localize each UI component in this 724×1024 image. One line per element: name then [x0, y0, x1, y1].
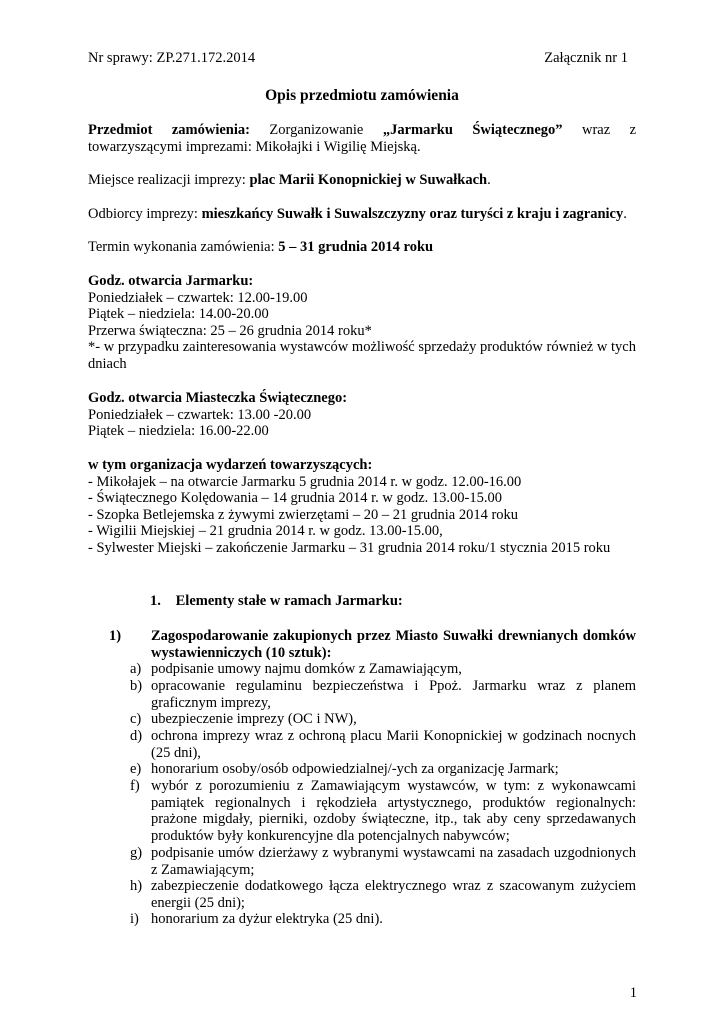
town-hours-line: Piątek – niedziela: 16.00-22.00	[88, 423, 269, 440]
events-block	[88, 457, 636, 557]
event-line: - Sylwester Miejski – zakończenie Jarmarku – 31 grudnia 2014 roku/1 stycznia 2015 roku	[88, 539, 611, 556]
subitem-f	[130, 778, 636, 844]
fair-hours-line: Przerwa świąteczna: 25 – 26 grudnia 2014 roku*	[88, 322, 372, 339]
subitem-e	[130, 761, 636, 778]
item-1-text: Zagospodarowanie zakupionych przez Miasto Suwałki drewnianych domków wystawienniczych (10 sztuk):	[151, 628, 636, 661]
deadline-label: Termin wykonania zamówienia:	[88, 239, 279, 255]
subitem-text: honorarium osoby/osób odpowiedzialnej/-ych za organizację Jarmark;	[151, 761, 559, 777]
event-line: - Wigilii Miejskiej – 21 grudnia 2014 r. w godz. 13.00-15.00,	[88, 523, 443, 540]
fair-hours-heading: Godz. otwarcia Jarmarku:	[88, 273, 254, 289]
town-hours-heading: Godz. otwarcia Miasteczka Świątecznego:	[88, 390, 348, 406]
audience-paragraph	[88, 206, 636, 223]
subitem-b	[130, 678, 636, 711]
location-label: Miejsce realizacji imprezy:	[88, 172, 250, 188]
fair-hours-block	[88, 273, 636, 373]
subitem-text: opracowanie regulaminu bezpieczeństwa i Ppoż. Jarmarku wraz z planem graficznym imprezy,	[151, 678, 636, 711]
events-heading: w tym organizacja wydarzeń towarzyszących:	[88, 457, 373, 473]
subitem-letter: d)	[130, 728, 143, 744]
subitem-g	[130, 845, 636, 878]
page-number: 1	[629, 985, 637, 1001]
audience-suffix: .	[623, 206, 627, 222]
subitem-letter: a)	[130, 661, 142, 677]
page-title: Opis przedmiotu zamówienia	[265, 87, 459, 104]
event-line: - Świątecznego Kolędowania – 14 grudnia 2014 r. w godz. 13.00-15.00	[88, 490, 502, 507]
subject-event-name: „Jarmarku Świątecznego”	[382, 122, 563, 138]
event-line: - Szopka Betlejemska z żywymi zwierzętami – 20 – 21 grudnia 2014 roku	[88, 506, 519, 523]
subitem-d	[130, 728, 636, 761]
fair-hours-line: Poniedziałek – czwartek: 12.00-19.00	[88, 289, 308, 306]
subitem-text: podpisanie umowy najmu domków z Zamawiającym,	[151, 661, 462, 677]
subject-paragraph	[88, 122, 636, 155]
subitem-h	[130, 878, 636, 911]
subitem-text: wybór z porozumieniu z Zamawiającym wystawców, w tym: z wykonawcami pamiątek regionalnych i rękodzieła artystycznego, produktów regionalnych: prażone migdały, pierniki, ozdoby świąteczne, itp., tak aby ceny sprzedawanych produktów były konkurencyjne dla potencjalnych nabywców;	[151, 778, 636, 844]
town-hours-line: Poniedziałek – czwartek: 13.00 -20.00	[88, 406, 312, 423]
subitem-text: ubezpieczenie imprezy (OC i NW),	[151, 711, 357, 727]
subitem-letter: b)	[130, 678, 143, 694]
attachment-label: Załącznik nr 1	[544, 50, 628, 66]
subitem-letter: g)	[130, 845, 143, 861]
section-1-number: 1.	[150, 593, 161, 609]
fair-hours-note: *- w przypadku zainteresowania wystawców możliwość sprzedaży produktów również w tych dniach	[88, 339, 636, 372]
subject-text-before: Zorganizowanie	[249, 122, 383, 138]
audience-label: Odbiorcy imprezy:	[88, 206, 202, 222]
item-1-heading	[109, 628, 636, 661]
subitem-a	[130, 661, 636, 678]
subitem-letter: h)	[130, 878, 143, 894]
event-line: - Mikołajek – na otwarcie Jarmarku 5 grudnia 2014 r. w godz. 12.00-16.00	[88, 473, 522, 490]
item-1-number: 1)	[109, 628, 122, 644]
section-1-title	[150, 593, 403, 610]
case-number: Nr sprawy: ZP.271.172.2014	[88, 50, 256, 66]
fair-hours-line: Piątek – niedziela: 14.00-20.00	[88, 306, 269, 323]
audience-value: mieszkańcy Suwałk i Suwalszczyzny oraz turyści z kraju i zagranicy	[201, 206, 624, 222]
subitem-i	[130, 911, 636, 928]
deadline-value: 5 – 31 grudnia 2014 roku	[278, 239, 434, 255]
subject-label: Przedmiot zamówienia:	[88, 122, 250, 138]
subitem-text: ochrona imprezy wraz z ochroną placu Marii Konopnickiej w godzinach nocnych (25 dni),	[151, 728, 636, 761]
deadline-paragraph	[88, 239, 636, 256]
subject-text-after: wraz z towarzyszącymi imprezami: Mikołajki i Wigilię Miejską.	[88, 122, 637, 155]
subitem-letter: e)	[130, 761, 142, 777]
subitem-text: podpisanie umów dzierżawy z wybranymi wystawcami na zasadach uzgodnionych z Zamawiającym;	[151, 845, 636, 878]
location-value: plac Marii Konopnickiej w Suwałkach	[249, 172, 488, 188]
subitem-text: zabezpieczenie dodatkowego łącza elektrycznego wraz z szacowanym zużyciem energii (25 dni);	[151, 878, 636, 911]
location-suffix: .	[487, 172, 491, 188]
subitem-letter: c)	[130, 711, 142, 727]
subitem-letter: f)	[130, 778, 140, 794]
subitem-text: honorarium za dyżur elektryka (25 dni).	[151, 911, 383, 927]
section-1-text: Elementy stałe w ramach Jarmarku:	[175, 593, 403, 609]
location-paragraph	[88, 172, 636, 189]
subitem-letter: i)	[130, 911, 139, 927]
town-hours-block	[88, 390, 636, 440]
subitem-c	[130, 711, 636, 728]
